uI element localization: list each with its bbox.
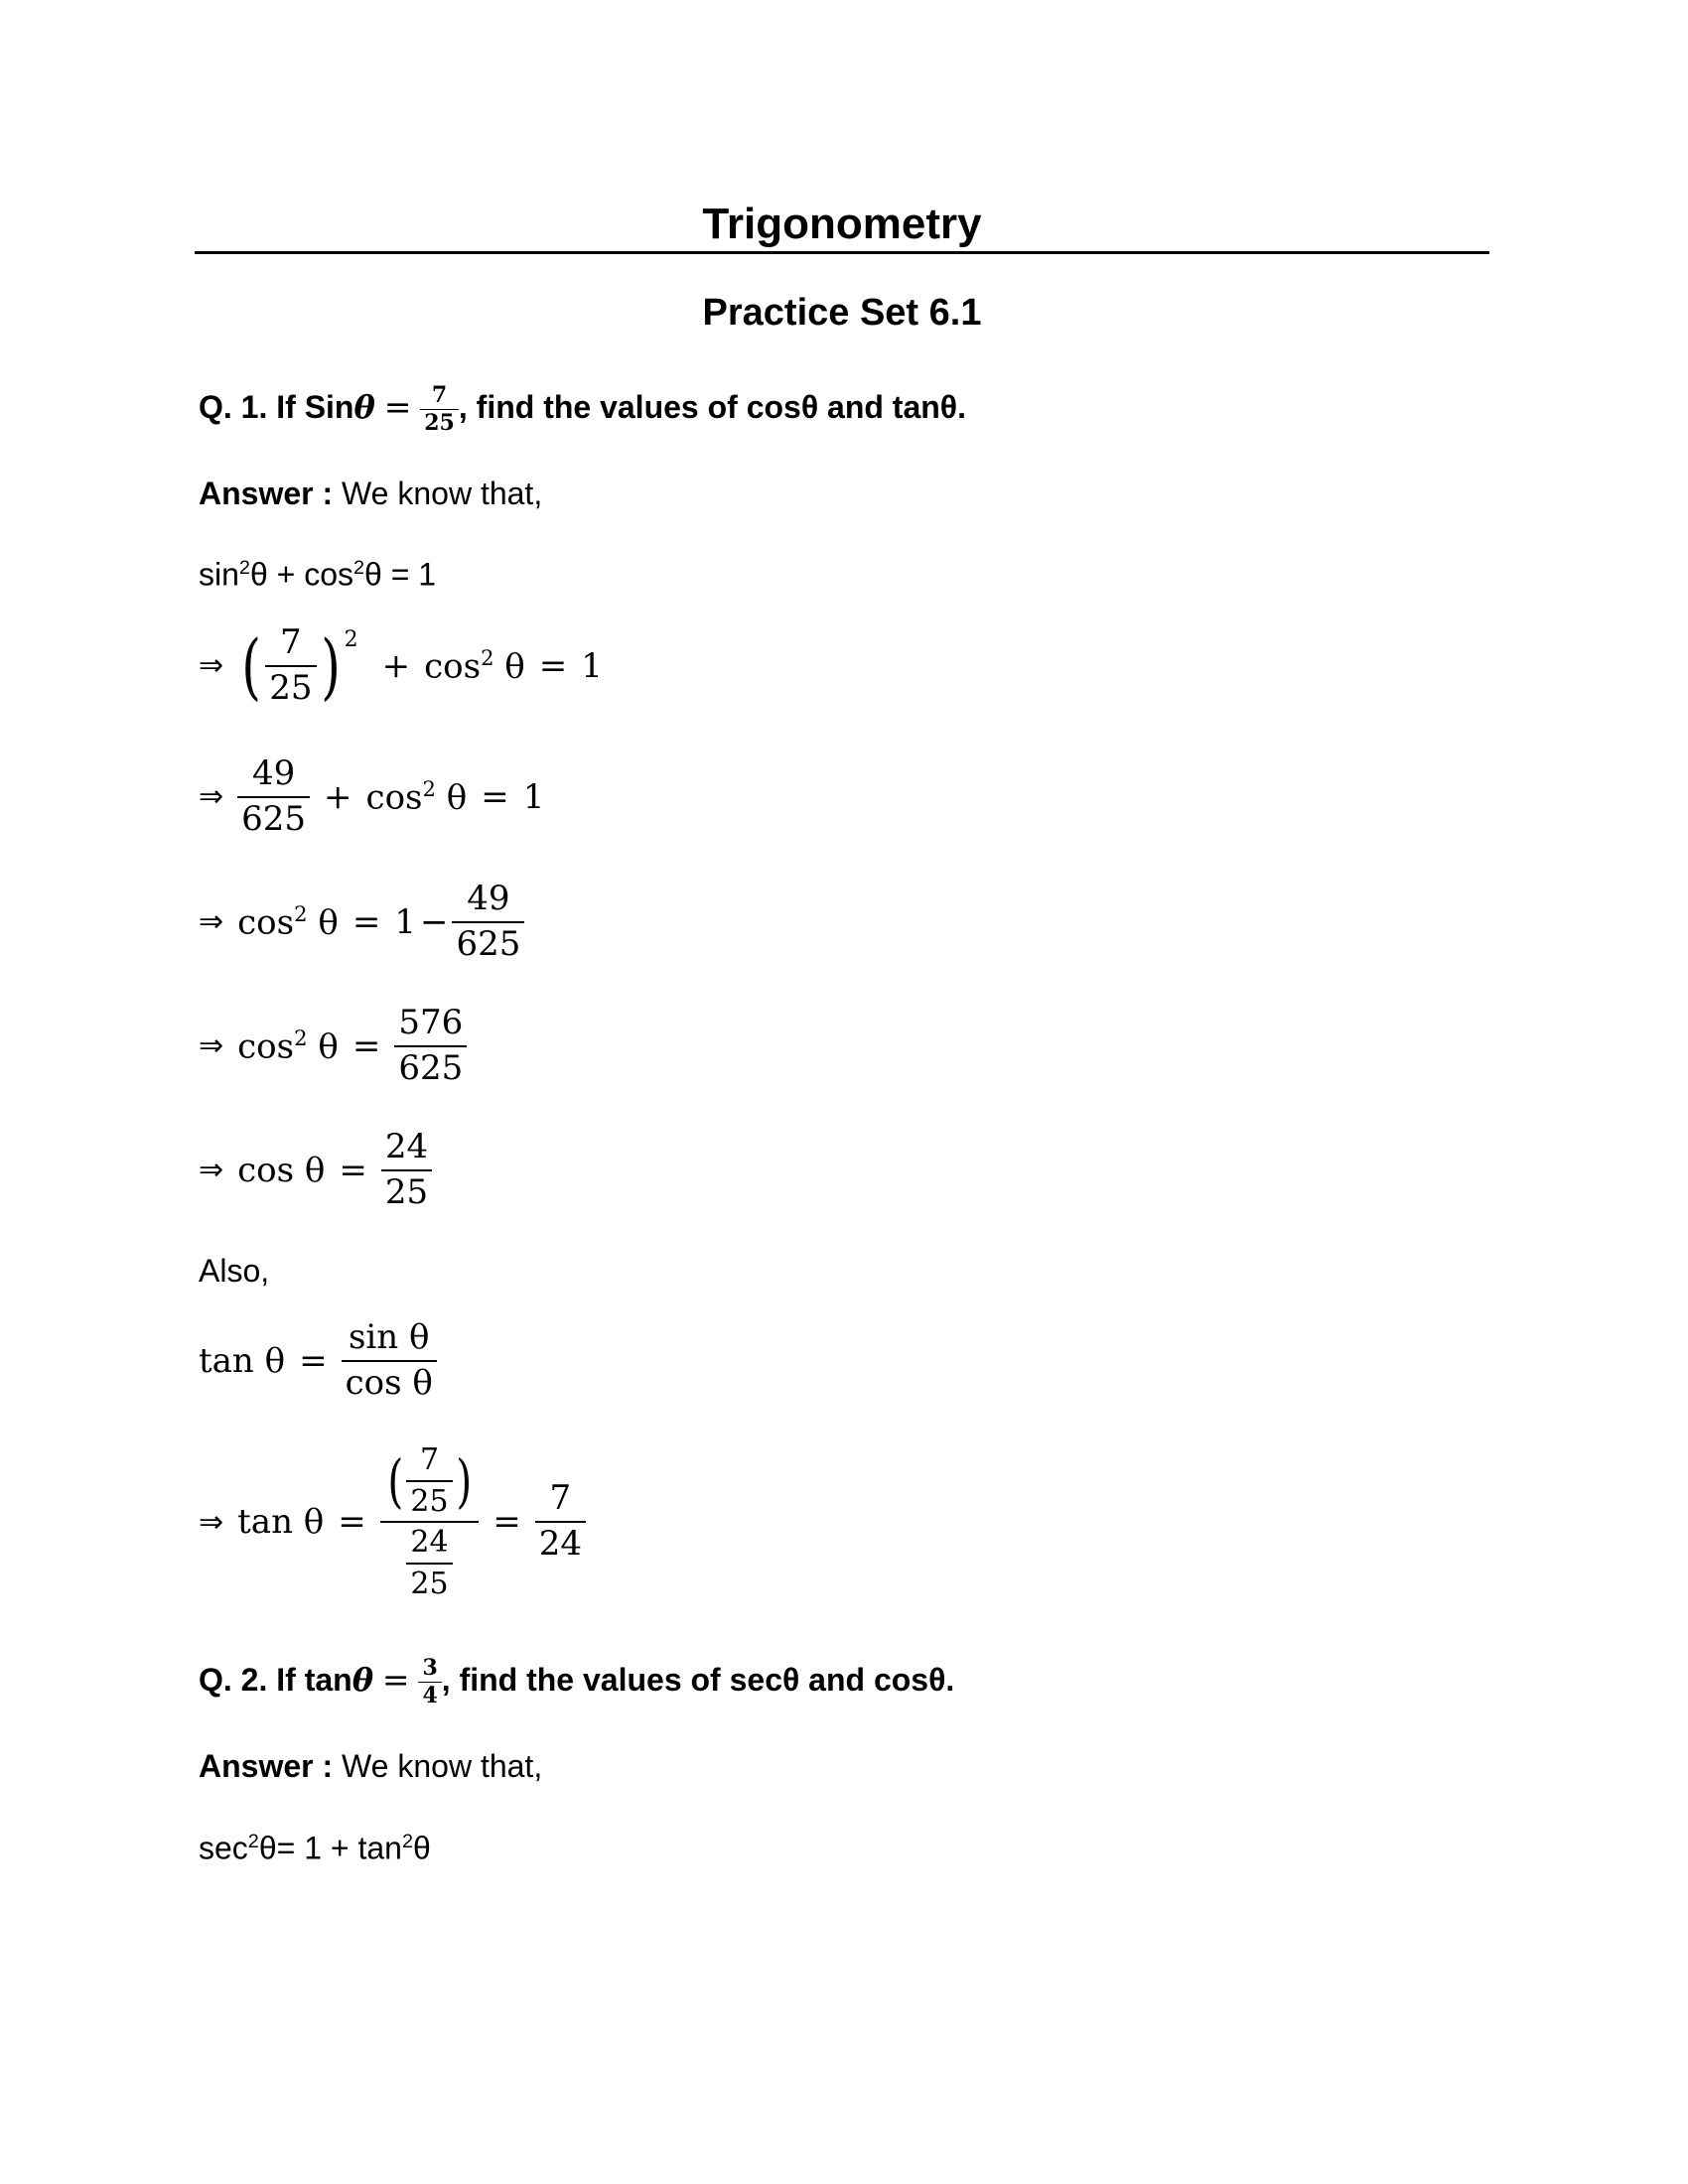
also-text: Also, [199, 1253, 270, 1289]
q1-step-3 [199, 879, 538, 964]
q2-identity [199, 1820, 431, 1870]
identity-part-c: θ = 1 [364, 556, 437, 593]
q2-theta: θ [352, 1661, 374, 1700]
q2-frac-den: 4 [422, 1683, 438, 1709]
equals-sign: = [299, 1340, 328, 1381]
q1-frac-num: 7 [431, 382, 448, 408]
right-paren: ) [320, 623, 341, 708]
q1-theta: θ [353, 388, 375, 427]
compound-fraction [380, 1444, 479, 1599]
implies-arrow: ⇒ [199, 1028, 224, 1064]
equals-sign: = [481, 776, 509, 817]
compound-denominator [402, 1527, 456, 1599]
implies-arrow: ⇒ [199, 904, 224, 940]
tan-definition [199, 1317, 451, 1403]
equals-sign: = [352, 1025, 381, 1066]
implies-arrow: ⇒ [199, 648, 224, 684]
bottom-den: 25 [410, 1566, 449, 1601]
compound-bar [380, 1521, 479, 1523]
identity-part-c: θ [412, 1830, 431, 1866]
tan-def-bar [342, 1360, 437, 1362]
cos-exponent: 2 [294, 901, 308, 927]
step2-num: 49 [251, 753, 296, 793]
implies-arrow: ⇒ [199, 779, 224, 815]
q2-answer-text: We know that, [333, 1748, 543, 1784]
step2-bar [237, 796, 310, 798]
tan-calc-lhs: tan θ [237, 1502, 325, 1542]
q2-answer-line [199, 1744, 542, 1788]
minus-sign: − [419, 901, 449, 942]
q2-frac-num: 3 [422, 1655, 438, 1681]
step3-fraction [452, 879, 524, 964]
q2-equals: = [381, 1660, 410, 1700]
rhs-value: 1 [522, 776, 545, 817]
tan-def-num: sin θ [348, 1317, 430, 1357]
theta: θ [504, 646, 525, 687]
q1-frac-den: 25 [424, 410, 455, 437]
step5-bar [381, 1169, 432, 1171]
q1-answer-label: Answer : [199, 476, 334, 511]
q1-step-2 [199, 753, 558, 839]
step5-lhs: cos θ [237, 1150, 326, 1190]
tan-calculation [199, 1444, 600, 1599]
equals-sign: = [338, 1502, 366, 1542]
cos-exponent: 2 [422, 776, 436, 802]
question-2 [199, 1657, 954, 1707]
page-title: Trigonometry [702, 200, 982, 248]
cos-text: cos [237, 902, 295, 943]
step4-bar [394, 1045, 467, 1047]
result-num: 7 [549, 1478, 572, 1519]
top-bar [406, 1480, 452, 1482]
step2-cos [366, 776, 468, 817]
bottom-bar [406, 1563, 452, 1565]
cos-text: cos [237, 1026, 295, 1067]
bottom-num: 24 [410, 1525, 449, 1560]
top-num: 7 [419, 1442, 440, 1477]
step5-den: 25 [384, 1171, 429, 1212]
step3-den: 625 [456, 923, 521, 964]
q1-answer-line [199, 472, 542, 515]
implies-arrow: ⇒ [199, 1153, 224, 1188]
result-fraction [535, 1478, 586, 1564]
step3-num: 49 [467, 879, 510, 918]
q1-identity [199, 546, 436, 597]
question-1 [199, 384, 966, 435]
identity-part-a: sin [199, 556, 239, 593]
q2-prefix: Q. 2. If tan [199, 1662, 352, 1699]
cos-text: cos [424, 646, 482, 687]
cos-text: cos [365, 777, 423, 818]
top-fraction [406, 1444, 452, 1517]
step1-num: 7 [280, 622, 302, 662]
identity-exp-1: 2 [238, 557, 250, 579]
step3-bar [452, 921, 524, 923]
step1-den: 25 [269, 667, 313, 708]
q1-step-1 [199, 622, 617, 708]
q2-answer-label: Answer : [199, 1748, 334, 1784]
plus-sign: + [324, 776, 352, 817]
identity-part-b: θ= 1 + tan [258, 1830, 402, 1866]
identity-exp-1: 2 [247, 1831, 259, 1852]
left-paren: ( [387, 1446, 403, 1515]
equals-sign-2: = [492, 1502, 521, 1542]
identity-part-a: sec [199, 1830, 248, 1866]
q2-fraction [418, 1657, 441, 1707]
q1-equals: = [383, 387, 412, 427]
step5-fraction [381, 1127, 432, 1212]
q1-prefix: Q. 1. If Sin [199, 389, 354, 426]
step1-cos [424, 645, 525, 686]
equals-sign: = [538, 645, 568, 686]
identity-exp-2: 2 [401, 1831, 413, 1852]
identity-exp-2: 2 [353, 557, 365, 579]
q1-fraction [420, 384, 459, 435]
step4-cos [237, 1025, 339, 1066]
step2-den: 625 [241, 798, 307, 839]
step1-exponent: 2 [344, 627, 358, 652]
left-paren: ( [241, 623, 262, 708]
q1-suffix: , find the values of cosθ and tanθ. [458, 389, 966, 426]
theta: θ [318, 902, 339, 943]
q1-answer-text: We know that, [333, 476, 543, 511]
step4-den: 625 [398, 1047, 464, 1088]
tan-lhs: tan θ [199, 1340, 286, 1381]
step3-cos [237, 901, 339, 942]
q2-suffix: , find the values of secθ and cosθ. [441, 1662, 955, 1699]
right-paren: ) [455, 1446, 472, 1515]
tan-def-den: cos θ [345, 1362, 433, 1403]
q1-step-5 [199, 1127, 446, 1212]
one-value: 1 [394, 901, 416, 942]
title-underline [195, 251, 1489, 254]
implies-arrow: ⇒ [199, 1504, 224, 1540]
result-den: 24 [538, 1524, 582, 1564]
step4-num: 576 [398, 1003, 464, 1042]
step5-num: 24 [384, 1127, 429, 1166]
rhs-value: 1 [581, 645, 603, 686]
step1-bar [265, 665, 316, 667]
tan-def-fraction [342, 1317, 437, 1403]
identity-part-b: θ + cos [249, 556, 353, 593]
theta: θ [446, 777, 468, 818]
step1-fraction [265, 622, 316, 708]
top-den: 25 [410, 1483, 449, 1519]
step4-fraction [394, 1003, 467, 1088]
equals-sign: = [339, 1150, 367, 1190]
equals-sign: = [352, 901, 381, 942]
bottom-fraction [406, 1527, 452, 1599]
q1-step-4 [199, 1003, 481, 1088]
plus-sign: + [381, 645, 411, 686]
section-title: Practice Set 6.1 [702, 292, 982, 334]
result-bar [535, 1521, 586, 1523]
compound-numerator [380, 1444, 479, 1517]
cos-exponent: 2 [481, 645, 494, 671]
theta: θ [318, 1026, 339, 1067]
step1-paren-group [237, 622, 358, 708]
cos-exponent: 2 [294, 1025, 308, 1051]
step2-fraction [237, 753, 310, 839]
